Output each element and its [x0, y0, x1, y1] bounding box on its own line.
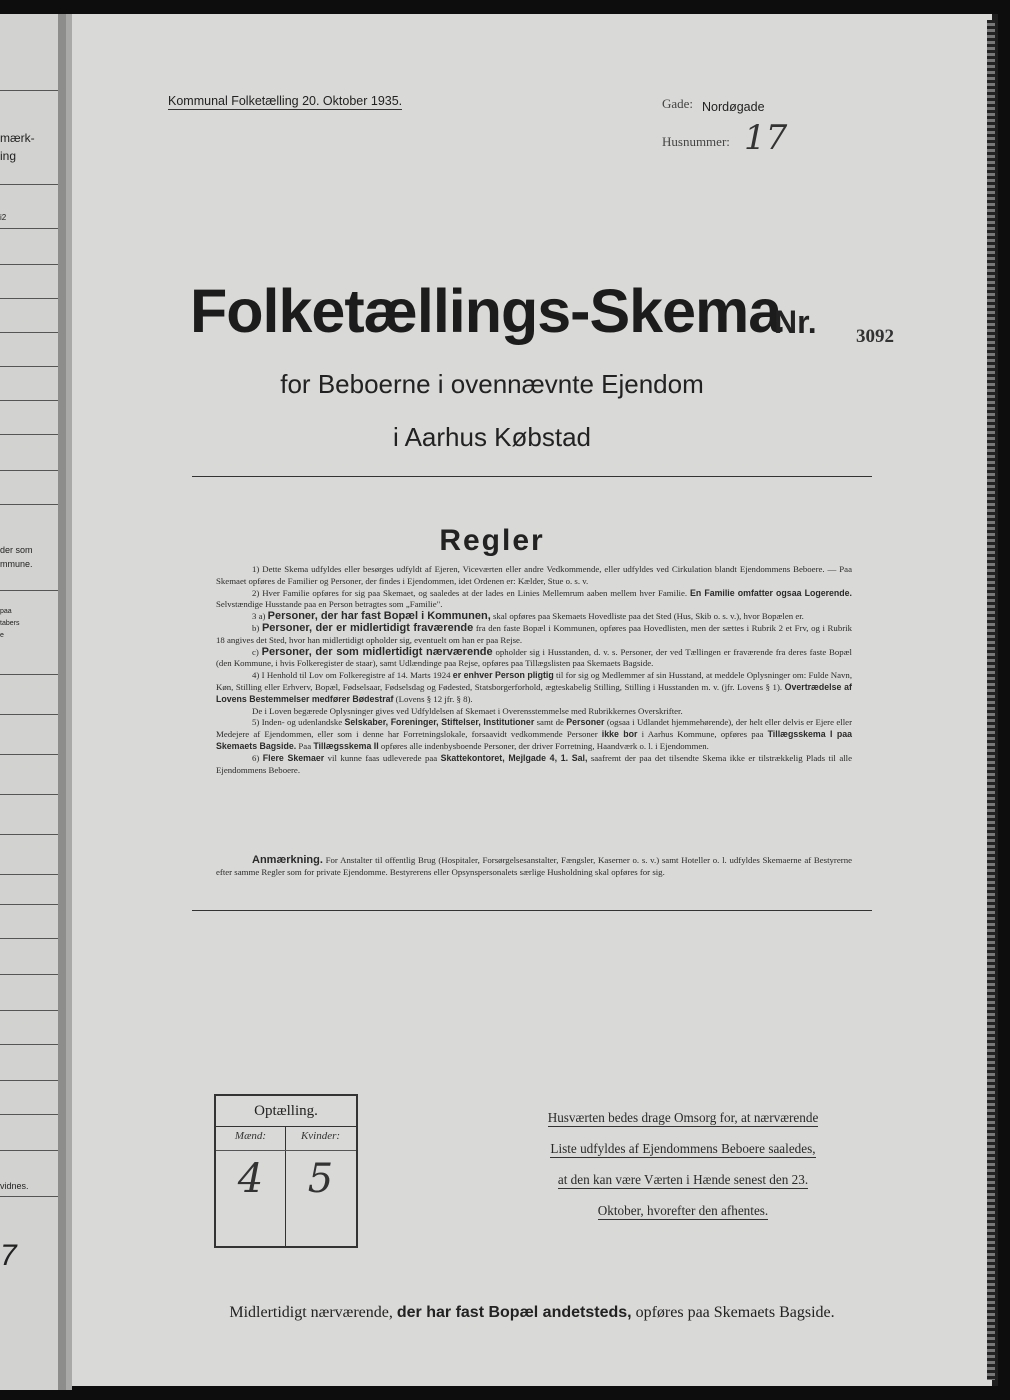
- left-rule: [0, 298, 58, 299]
- rule-6: 6) Flere Skemaer vil kunne faas udleverede paa Skattekontoret, Mejlgade 4, 1. Sal, saafremt der paa det tilsendte Skema ikke er tilstrækkelig Plads til alle Ejendommens Beboere.: [216, 752, 853, 775]
- left-rule: [0, 1114, 58, 1115]
- maend-label: Mænd:: [234, 1130, 267, 1142]
- nr-label: Nr.: [774, 304, 817, 340]
- husnummer-label: Husnummer:: [662, 134, 730, 149]
- left-text: mmune.: [0, 559, 33, 569]
- left-rule: [0, 1010, 58, 1011]
- divider-bottom: [192, 910, 872, 911]
- left-rule: [0, 264, 58, 265]
- anmaerkning: [216, 854, 852, 878]
- left-text: der som: [0, 545, 33, 555]
- left-rule: [0, 714, 58, 715]
- left-rule: [0, 1080, 58, 1081]
- left-rule: [0, 754, 58, 755]
- left-text: tabers: [0, 620, 20, 627]
- rule-3b: b) Personer, der er midlertidigt fraværende fra den faste Bopæl i Kommunen, opføres paa Hovedlisten, men der sættes i Rubrik 2 et Frv, og i Rubrik 18 angives det Sted, hvor han midlertidigt opholder sig, eventuelt om han er paa Rejse.: [216, 621, 852, 645]
- left-rule: [0, 504, 58, 505]
- left-rule: [0, 470, 58, 471]
- left-rule: [0, 674, 58, 675]
- left-rule: [0, 938, 58, 939]
- rule-4: 4) I Henhold til Lov om Folkeregistre af 14. Marts 1924 er enhver Person pligtig til for sig og Medlemmer af sin Husstand, at meddele Oplysninger om: Fulde Navn, Køn, Stilling eller Erhverv, Bopæl, Fødselsaar, Fødselsdag og Fødested, Statsborgerforhold, ægteskabelig Stilling, Stilling i Husstanden m. v. (jfr. Lovens § 1). Overtrædelse af Lovens Bestemmelser medfører Bødestraf (Lovens § 12 jfr. § 8).: [216, 670, 853, 704]
- optaelling-box: [214, 1094, 358, 1248]
- left-rule: [0, 366, 58, 367]
- footer-note: Midlertidigt nærværende, der har fast Bopæl andetsteds, opføres paa Skemaets Bagside.: [229, 1304, 835, 1321]
- notice-line: at den kan være Værten i Hænde senest den 23.: [557, 1172, 809, 1187]
- left-handwriting: 7: [0, 1239, 17, 1272]
- left-rule: [0, 590, 58, 591]
- notice-line: Liste udfyldes af Ejendommens Beboere saaledes,: [550, 1141, 816, 1156]
- optaelling-title: Optælling.: [216, 1096, 356, 1127]
- left-text: e: [0, 632, 4, 639]
- husnummer-value: 17: [744, 118, 788, 158]
- left-rule: [0, 1150, 58, 1151]
- form-title: Folketællings-Skema: [190, 277, 782, 345]
- left-rule: [0, 794, 58, 795]
- rule-2: 2) Hver Familie opføres for sig paa Skemaet, og saaledes at der lades en Linies Mellemrum aaben mellem hver Familie. En Familie omfatter ogsaa Logerende. Selvstændige Husstande paa en Person betragtes som „Familie".: [216, 587, 853, 610]
- left-rule: [0, 332, 58, 333]
- left-text: mærk-: [0, 131, 35, 145]
- left-rule: [0, 184, 58, 185]
- page-edge: [987, 20, 995, 1380]
- rule-5: 5) Inden- og udenlandske Selskaber, Foreninger, Stiftelser, Institutioner samt de Personer (ogsaa i Udlandet hjemmehørende), der helt eller delvis er Ejere eller Medejere af Ejendommen, eller som i denne har Forretningslokale, forsaavidt vedkommende Personer ikke bor i Aarhus Kommune, opføres paa Tillægsskema I paa Skemaets Bagside. Paa Tillægsskema II opføres alle indenbysboende Personer, der driver Forretning, Haandværk o. l. i Ejendommen.: [216, 717, 853, 751]
- census-header: Kommunal Folketælling 20. Oktober 1935.: [168, 94, 403, 108]
- left-text: ing: [0, 149, 17, 163]
- left-rule: [0, 1196, 58, 1197]
- census-form-page: [72, 14, 998, 1386]
- left-rule: [0, 974, 58, 975]
- divider-top: [192, 476, 872, 477]
- left-rule: [0, 834, 58, 835]
- gade-label: Gade:: [662, 96, 694, 111]
- rule-3a: 3 a) Personer, der har fast Bopæl i Kommunen, skal opføres paa Skemaets Hovedliste paa det Sted (Hus, Skib o. s. v.), hvor Bopælen er.: [252, 610, 804, 623]
- left-rule: [0, 400, 58, 401]
- notice-line: Husværten bedes drage Omsorg for, at nærværende: [547, 1110, 819, 1125]
- left-text: vidnes.: [0, 1181, 29, 1191]
- rule-1: 1) Dette Skema udfyldes eller besørges udfyldt af Ejeren, Viceværten eller andre Vedkommende, eller udfyldes ved Cirkulation blandt Ejendommens Beboere. — Paa Skemaet opføres de Familier og Personer, der findes i Ejendommen, idet Ordenen er: Kælder, Stue o. s. v.: [216, 564, 852, 586]
- gade-value: Nordøgade: [702, 100, 765, 114]
- landlord-notice: [518, 1110, 848, 1234]
- notice-line: Oktober, hvorefter den afhentes.: [597, 1203, 769, 1218]
- left-rule: [0, 90, 58, 91]
- anmaerkning-text: For Anstalter til offentlig Brug (Hospitaler, Forsørgelsesanstalter, Fængsler, Kaserner o. s. v.) samt Hoteller o. l. udfyldes Skemaerne af Bestyrerne efter samme Regler som for private Ejendomme. Bestyrerens eller Opsynspersonalets særlige Husholdning skal opføres for sig.: [216, 855, 852, 877]
- left-rule: [0, 434, 58, 435]
- kvinder-count: 5: [307, 1156, 334, 1202]
- left-rule: [0, 904, 58, 905]
- rules-text: [216, 564, 852, 776]
- maend-count: 4: [237, 1156, 264, 1202]
- regler-heading: Regler: [439, 524, 545, 557]
- left-page-fragment: [0, 14, 58, 1390]
- form-number: 3092: [856, 326, 894, 347]
- left-rule: [0, 874, 58, 875]
- label-underline: [216, 1150, 356, 1151]
- left-text: paa: [0, 608, 12, 615]
- kvinder-label: Kvinder:: [300, 1130, 341, 1142]
- rule-4-note: De i Loven begærede Oplysninger gives ved Udfyldelsen af Skemaet i Overensstemmelse med Rubrikkernes Overskrifter.: [252, 705, 683, 716]
- subtitle-beboerne: for Beboerne i ovennævnte Ejendom: [280, 369, 704, 399]
- left-rule: [0, 1044, 58, 1045]
- anmaerkning-lead: Anmærkning.: [252, 854, 323, 866]
- rule-3c: c) Personer, der som midlertidigt nærværende opholder sig i Husstanden, d. v. s. Personer, der ved Tællingen er fraværende fra deres faste Bopæl (den Kommune, i hvis Folkeregister de staar), samt Udlændinge paa Rejse, opføres paa Tillægslisten paa Skemaets Bagside.: [216, 645, 852, 669]
- binding-gutter: [58, 14, 66, 1390]
- left-text: i2: [0, 213, 7, 222]
- subtitle-aarhus: i Aarhus Købstad: [393, 422, 591, 452]
- left-rule: [0, 228, 58, 229]
